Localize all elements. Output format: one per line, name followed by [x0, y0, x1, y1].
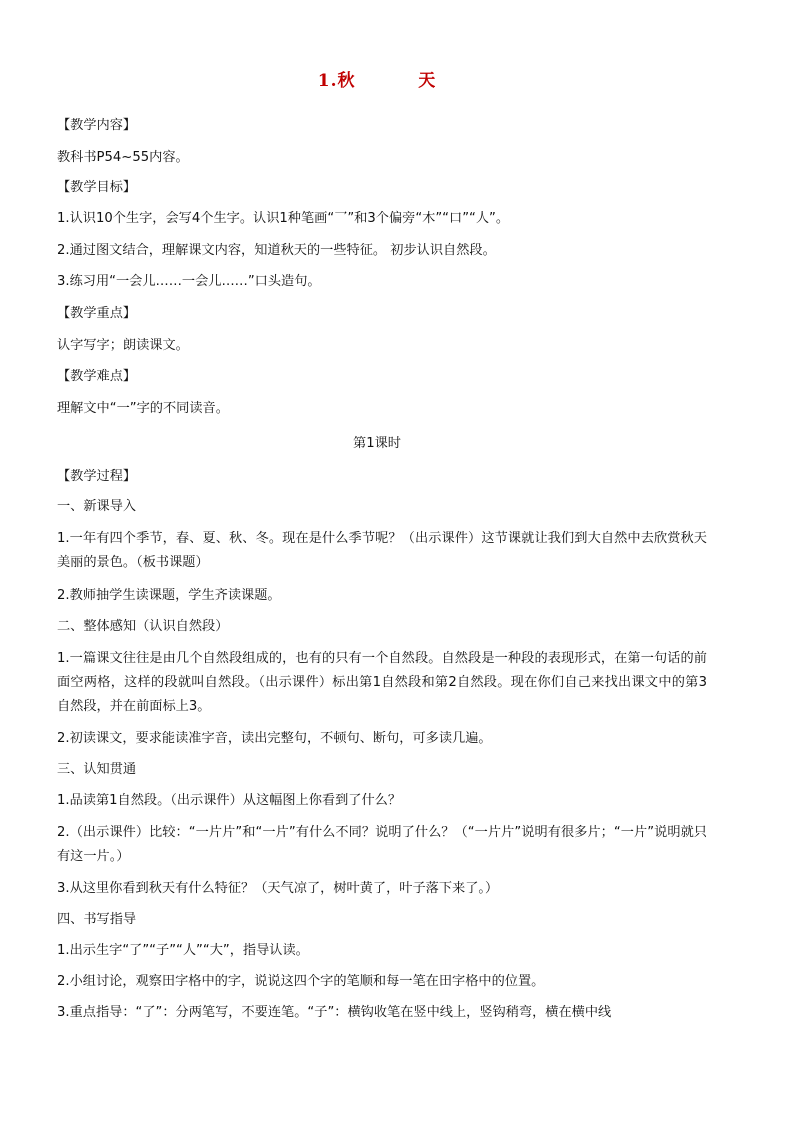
paragraph: 1.品读第1自然段。（出示课件）从这幅图上你看到了什么？	[57, 793, 402, 808]
text-line: 教科书P54~55内容。	[57, 150, 189, 165]
section-heading: 四、书写指导	[57, 912, 137, 927]
section-heading: 二、整体感知（认识自然段）	[57, 619, 229, 634]
paragraph: 3.从这里你看到秋天有什么特征？（天气凉了，树叶黄了，叶子落下来了。）	[57, 881, 499, 896]
paragraph: 2.初读课文，要求能读准字音，读出完整句，不顿句、断句，可多读几遍。	[57, 731, 492, 746]
paragraph: 2.教师抽学生读课题，学生齐读课题。	[57, 588, 281, 603]
lesson-period: 第1课时	[353, 436, 401, 451]
heading-process: 【教学过程】	[57, 469, 137, 484]
goal-item: 1.认识10个生字，会写4个生字。认识1种笔画“乛”和3个偏旁“木”“口”“人”。	[57, 211, 510, 226]
section-heading: 一、新课导入	[57, 499, 137, 514]
paragraph: 1.出示生字“了”“子”“人”“大”，指导认读。	[57, 943, 309, 958]
paragraph: 1.一篇课文往往是由几个自然段组成的，也有的只有一个自然段。自然段是一种段的表现形式，在第一句话的前面空两格，这样的段就叫自然段。（出示课件）标出第1自然段和第2自然段。现在你们自己来找出课文中的第3自然段，并在前面标上3。	[57, 651, 707, 714]
section-heading: 三、认知贯通	[57, 762, 137, 777]
paragraph: 2.（出示课件）比较：“一片片”和“一片”有什么不同？说明了什么？（“一片片”说明有很多片；“一片”说明就只有这一片。）	[57, 825, 707, 864]
goal-item: 3.练习用“一会儿……一会儿……”口头造句。	[57, 274, 321, 289]
paragraph: 1.一年有四个季节，春、夏、秋、冬。现在是什么季节呢？（出示课件）这节课就让我们到大自然中去欣赏秋天美丽的景色。（板书课题）	[57, 531, 707, 570]
heading-goals: 【教学目标】	[57, 180, 137, 195]
heading-difficulties: 【教学难点】	[57, 369, 137, 384]
text-line: 理解文中“一”字的不同读音。	[57, 401, 229, 416]
heading-key-points: 【教学重点】	[57, 306, 137, 321]
text-line: 认字写字；朗读课文。	[57, 338, 189, 353]
heading-content: 【教学内容】	[57, 118, 137, 133]
goal-item: 2.通过图文结合，理解课文内容，知道秋天的一些特征。 初步认识自然段。	[57, 243, 496, 258]
lesson-title: 1.秋 天	[317, 71, 437, 91]
paragraph: 3.重点指导：“了”：分两笔写，不要连笔。“子”：横钩收笔在竖中线上，竖钩稍弯，横在横中线	[57, 1005, 612, 1020]
paragraph: 2.小组讨论，观察田字格中的字，说说这四个字的笔顺和每一笔在田字格中的位置。	[57, 974, 545, 989]
